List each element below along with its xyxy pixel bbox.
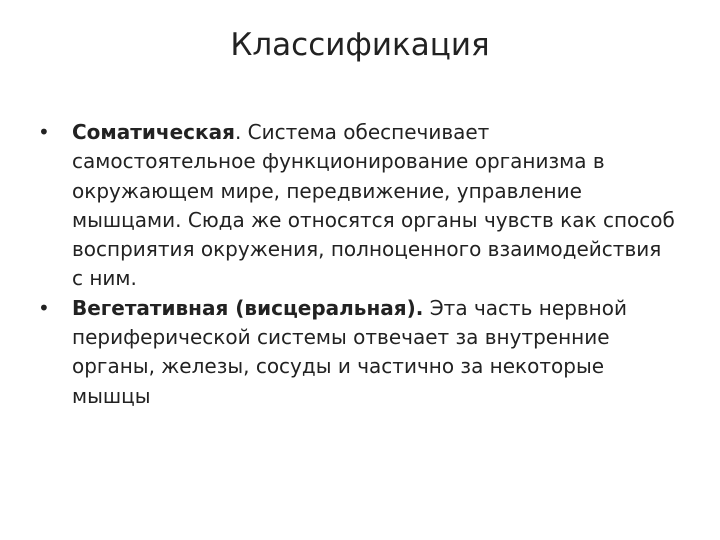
bullet-term: Соматическая: [72, 120, 235, 144]
bullet-text: Эта часть нервной периферической системы отвечает за внутренние органы, железы, сосуды и частично за некоторые мышцы: [72, 295, 627, 408]
bullet-item-somatic: [38, 118, 678, 294]
bullet-list: [38, 118, 678, 411]
slide-title: Классификация: [230, 27, 490, 63]
bullet-marker: •: [38, 295, 50, 320]
bullet-term: Вегетативная (висцеральная).: [72, 295, 424, 320]
bullet-item-vegetative: [38, 294, 678, 411]
bullet-marker: •: [38, 120, 50, 144]
bullet-text: . Система обеспечивает самостоятельное функционирование организма в окружающем мире, передвижение, управление мышцами. Сюда же относятся органы чувств как способ восприятия окружения, полноценного взаимодействия с ним.: [72, 120, 675, 291]
